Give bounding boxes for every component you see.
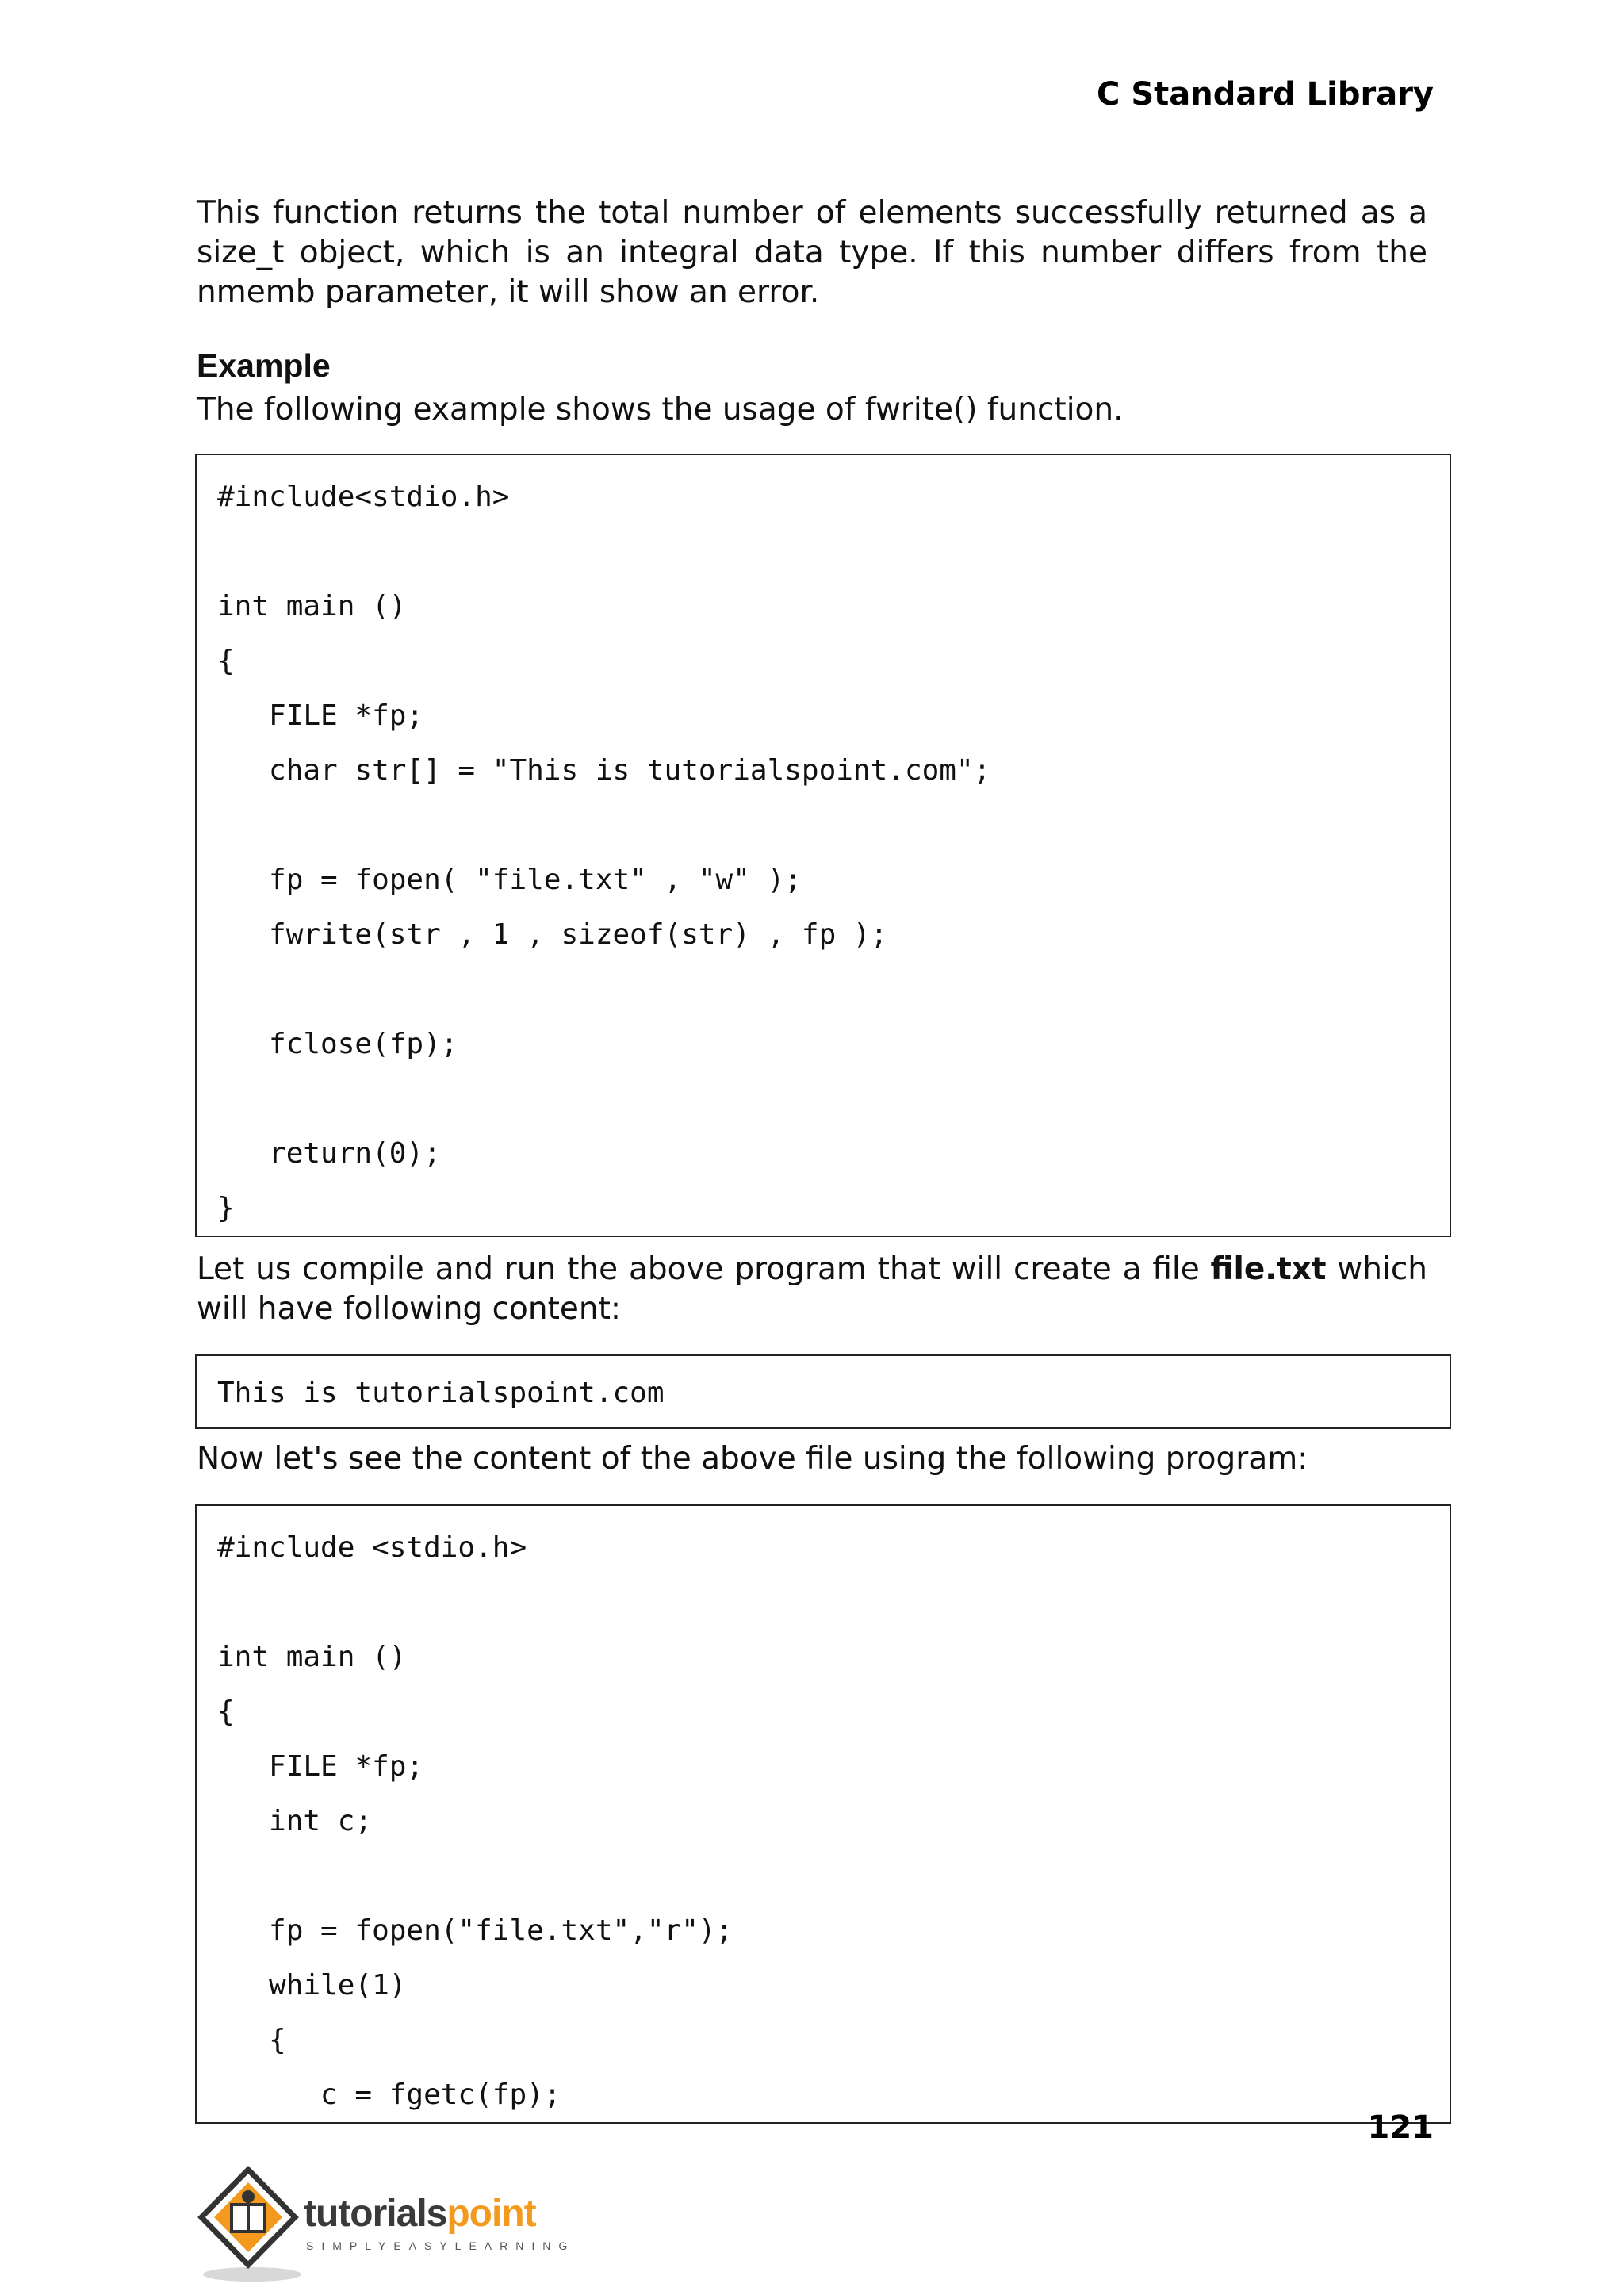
code-line: char str[] = "This is tutorialspoint.com"; bbox=[217, 754, 991, 787]
code-line: return(0); bbox=[217, 1137, 441, 1170]
code-line bbox=[217, 1071, 990, 1126]
code-line bbox=[217, 962, 990, 1017]
logo-word-tutorials: tutorials bbox=[304, 2193, 447, 2235]
code-line: #include<stdio.h> bbox=[217, 481, 510, 513]
code-line: int c; bbox=[217, 1805, 373, 1837]
compile-text-after: which will have following content: bbox=[197, 1251, 1427, 1327]
logo-wordmark bbox=[304, 2192, 536, 2236]
code-lines bbox=[217, 1520, 733, 2122]
code-line: } bbox=[217, 1192, 235, 1224]
code-line: fwrite(str , 1 , sizeof(str) , fp ); bbox=[217, 918, 888, 951]
code-line: FILE *fp; bbox=[217, 1750, 424, 1783]
code-line: fp = fopen( "file.txt" , "w" ); bbox=[217, 864, 802, 896]
code-line bbox=[217, 524, 990, 579]
code-line: fp = fopen("file.txt","r"); bbox=[217, 1914, 733, 1947]
running-header-title: C Standard Library bbox=[1097, 76, 1434, 113]
code-line: #include <stdio.h> bbox=[217, 1531, 527, 1564]
code-line: This is tutorialspoint.com bbox=[217, 1377, 665, 1409]
logo-emblem-icon bbox=[197, 2165, 304, 2284]
file-name-bold: file.txt bbox=[1210, 1251, 1327, 1287]
code-line: FILE *fp; bbox=[217, 699, 424, 732]
code-line: fclose(fp); bbox=[217, 1028, 458, 1060]
code-line: { bbox=[217, 645, 235, 677]
code-line bbox=[217, 1575, 733, 1630]
tutorialspoint-logo bbox=[197, 2165, 577, 2284]
code-line: c = fgetc(fp); bbox=[217, 2079, 561, 2111]
code-line: { bbox=[217, 2024, 286, 2056]
compile-paragraph bbox=[197, 1250, 1427, 1329]
code-line: while(1) bbox=[217, 1969, 407, 2002]
example-heading: Example bbox=[197, 347, 331, 384]
logo-word-point: point bbox=[446, 2193, 536, 2235]
code-line bbox=[217, 1849, 733, 1903]
compile-text-before: Let us compile and run the above program that will create a file bbox=[197, 1251, 1211, 1287]
code-block-fgetc bbox=[195, 1504, 1451, 2124]
example-intro-paragraph: The following example shows the usage of fwrite() function. bbox=[197, 392, 1124, 427]
logo-tagline: SIMPLYEASYLEARNING bbox=[306, 2239, 576, 2252]
page-number: 121 bbox=[1367, 2109, 1434, 2146]
code-block-file-content bbox=[195, 1354, 1451, 1429]
code-line: int main () bbox=[217, 590, 407, 623]
code-lines bbox=[217, 469, 990, 1236]
code-line: int main () bbox=[217, 1641, 407, 1673]
code-line bbox=[217, 798, 990, 852]
code-block-fwrite bbox=[195, 454, 1451, 1237]
code-line: { bbox=[217, 1695, 235, 1728]
code-lines bbox=[217, 1366, 665, 1420]
return-value-paragraph: This function returns the total number of elements successfully returned as a size_t object, which is an integral data type. If this number differs from the nmemb parameter, it will show an error. bbox=[197, 195, 1427, 310]
see-content-paragraph: Now let's see the content of the above file using the following program: bbox=[197, 1441, 1308, 1477]
